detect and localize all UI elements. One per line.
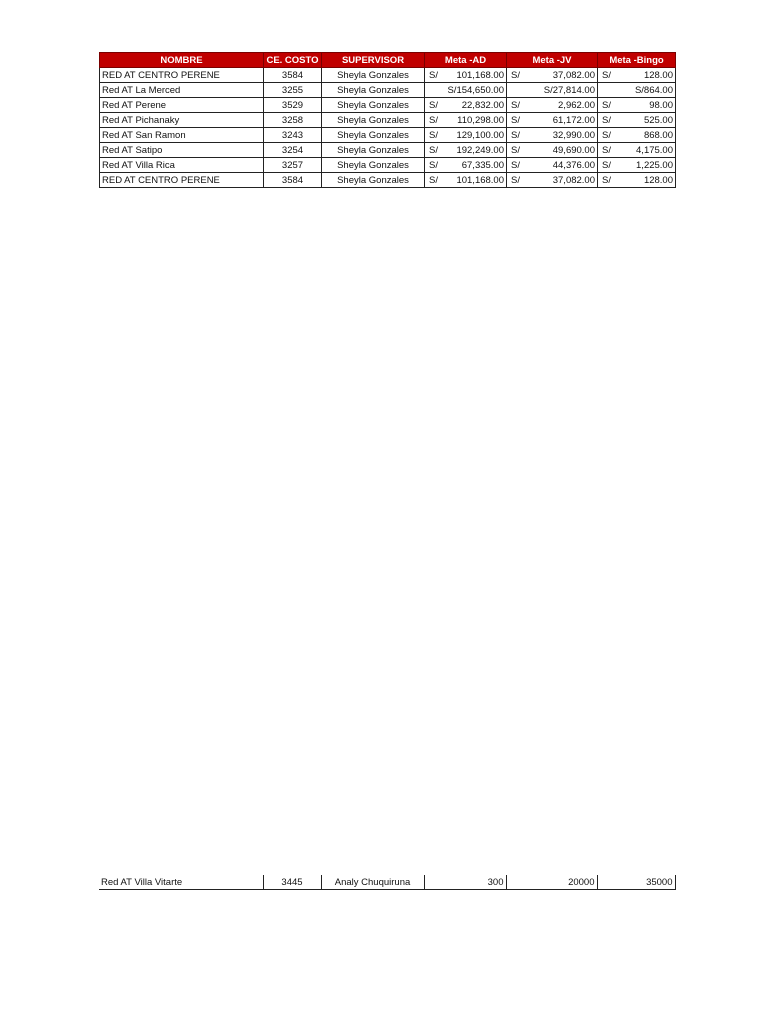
table-row [100, 83, 676, 98]
cell-meta-jv [507, 158, 598, 173]
amount-value: 128.00 [643, 69, 673, 81]
cell-ce-costo: 3254 [264, 143, 322, 158]
currency-symbol: S/ [511, 99, 520, 111]
amount-value: 101,168.00 [456, 69, 504, 81]
amount-value: 868.00 [643, 129, 673, 141]
amount-value: 98.00 [649, 99, 673, 111]
cell-meta-jv [507, 173, 598, 188]
amount-value: 61,172.00 [552, 114, 595, 126]
amount-value: 128.00 [643, 174, 673, 186]
table-row [100, 143, 676, 158]
cell-meta-jv [507, 68, 598, 83]
currency-symbol [509, 84, 511, 97]
currency-symbol: S/ [602, 159, 611, 171]
cell-meta-jv [507, 98, 598, 113]
cell-supervisor: Sheyla Gonzales [322, 128, 425, 143]
metas-table [99, 52, 676, 188]
cell-ce-costo: 3255 [264, 83, 322, 98]
cell-supervisor: Sheyla Gonzales [322, 68, 425, 83]
amount-value: 44,376.00 [552, 159, 595, 171]
amount-value: 1,225.00 [636, 159, 673, 171]
cell-meta-jv [507, 83, 598, 98]
cell-supervisor: Sheyla Gonzales [322, 83, 425, 98]
cell-supervisor: Sheyla Gonzales [322, 98, 425, 113]
cell-meta-ad [425, 113, 507, 128]
table-row [100, 68, 676, 83]
amount-value: 101,168.00 [456, 174, 504, 186]
cell-ce-costo: 3529 [264, 98, 322, 113]
currency-symbol: S/ [429, 99, 438, 111]
cell-meta-bingo [598, 128, 676, 143]
cell-ce-costo: 3584 [264, 68, 322, 83]
cell-nombre: Red AT Satipo [100, 143, 264, 158]
table-row [100, 173, 676, 188]
cell-meta-jv [507, 143, 598, 158]
currency-symbol: S/ [429, 159, 438, 171]
table-row [100, 158, 676, 173]
cell-meta-bingo [598, 173, 676, 188]
currency-symbol: S/ [602, 99, 611, 111]
extra-row-table [99, 875, 676, 890]
cell-nombre: Red AT Pichanaky [100, 113, 264, 128]
cell-nombre: RED AT CENTRO PERENE [100, 68, 264, 83]
header-meta-jv: Meta -JV [507, 53, 598, 68]
cell-nombre: Red AT Villa Vitarte [99, 875, 263, 890]
cell-meta-ad [425, 83, 507, 98]
cell-meta-jv [507, 128, 598, 143]
currency-symbol: S/ [429, 114, 438, 126]
header-meta-ad: Meta -AD [425, 53, 507, 68]
currency-symbol: S/ [429, 144, 438, 156]
cell-nombre: RED AT CENTRO PERENE [100, 173, 264, 188]
amount-value: 22,832.00 [461, 99, 504, 111]
amount-value: 67,335.00 [461, 159, 504, 171]
header-ce-costo: CE. COSTO [264, 53, 322, 68]
cell-meta-bingo: 35000 [597, 875, 675, 890]
cell-meta-ad [425, 173, 507, 188]
table-row [99, 875, 675, 890]
cell-meta-bingo [598, 158, 676, 173]
amount-value: 525.00 [643, 114, 673, 126]
amount-value: 32,990.00 [552, 129, 595, 141]
cell-supervisor: Sheyla Gonzales [322, 143, 425, 158]
cell-nombre: Red AT Villa Rica [100, 158, 264, 173]
currency-symbol: S/ [602, 114, 611, 126]
amount-value: S/27,814.00 [543, 84, 595, 96]
cell-meta-ad: 300 [424, 875, 506, 890]
currency-symbol: S/ [511, 114, 520, 126]
cell-ce-costo: 3258 [264, 113, 322, 128]
table-row [100, 113, 676, 128]
currency-symbol [427, 84, 429, 97]
amount-value: S/154,650.00 [447, 84, 504, 96]
cell-ce-costo: 3257 [264, 158, 322, 173]
currency-symbol: S/ [429, 174, 438, 186]
cell-meta-ad [425, 98, 507, 113]
currency-symbol: S/ [511, 144, 520, 156]
currency-symbol: S/ [602, 144, 611, 156]
currency-symbol: S/ [602, 129, 611, 141]
currency-symbol: S/ [429, 129, 438, 141]
cell-meta-ad [425, 68, 507, 83]
cell-nombre: Red AT Perene [100, 98, 264, 113]
cell-meta-bingo [598, 68, 676, 83]
amount-value: 2,962.00 [558, 99, 595, 111]
cell-nombre: Red AT La Merced [100, 83, 264, 98]
amount-value: 110,298.00 [457, 114, 504, 126]
currency-symbol: S/ [511, 174, 520, 186]
header-supervisor: SUPERVISOR [322, 53, 425, 68]
amount-value: 192,249.00 [456, 144, 504, 156]
cell-meta-jv: 20000 [506, 875, 597, 890]
cell-meta-ad [425, 128, 507, 143]
amount-value: 49,690.00 [552, 144, 595, 156]
cell-meta-bingo [598, 98, 676, 113]
currency-symbol [600, 84, 602, 97]
cell-supervisor: Sheyla Gonzales [322, 158, 425, 173]
currency-symbol: S/ [429, 69, 438, 81]
cell-meta-bingo [598, 113, 676, 128]
currency-symbol: S/ [602, 69, 611, 81]
amount-value: 4,175.00 [636, 144, 673, 156]
cell-ce-costo: 3243 [264, 128, 322, 143]
cell-nombre: Red AT San Ramon [100, 128, 264, 143]
currency-symbol: S/ [511, 129, 520, 141]
amount-value: 37,082.00 [552, 69, 595, 81]
header-nombre: NOMBRE [100, 53, 264, 68]
table-row [100, 98, 676, 113]
cell-meta-ad [425, 158, 507, 173]
header-meta-bingo: Meta -Bingo [598, 53, 676, 68]
amount-value: S/864.00 [634, 84, 673, 96]
table-row [100, 128, 676, 143]
cell-ce-costo: 3584 [264, 173, 322, 188]
cell-ce-costo: 3445 [263, 875, 321, 890]
cell-supervisor: Sheyla Gonzales [322, 173, 425, 188]
header-row [100, 53, 676, 68]
cell-meta-bingo [598, 83, 676, 98]
cell-supervisor: Analy Chuquiruna [321, 875, 424, 890]
amount-value: 37,082.00 [552, 174, 595, 186]
cell-supervisor: Sheyla Gonzales [322, 113, 425, 128]
cell-meta-bingo [598, 143, 676, 158]
amount-value: 129,100.00 [456, 129, 504, 141]
currency-symbol: S/ [511, 159, 520, 171]
currency-symbol: S/ [602, 174, 611, 186]
cell-meta-jv [507, 113, 598, 128]
currency-symbol: S/ [511, 69, 520, 81]
cell-meta-ad [425, 143, 507, 158]
